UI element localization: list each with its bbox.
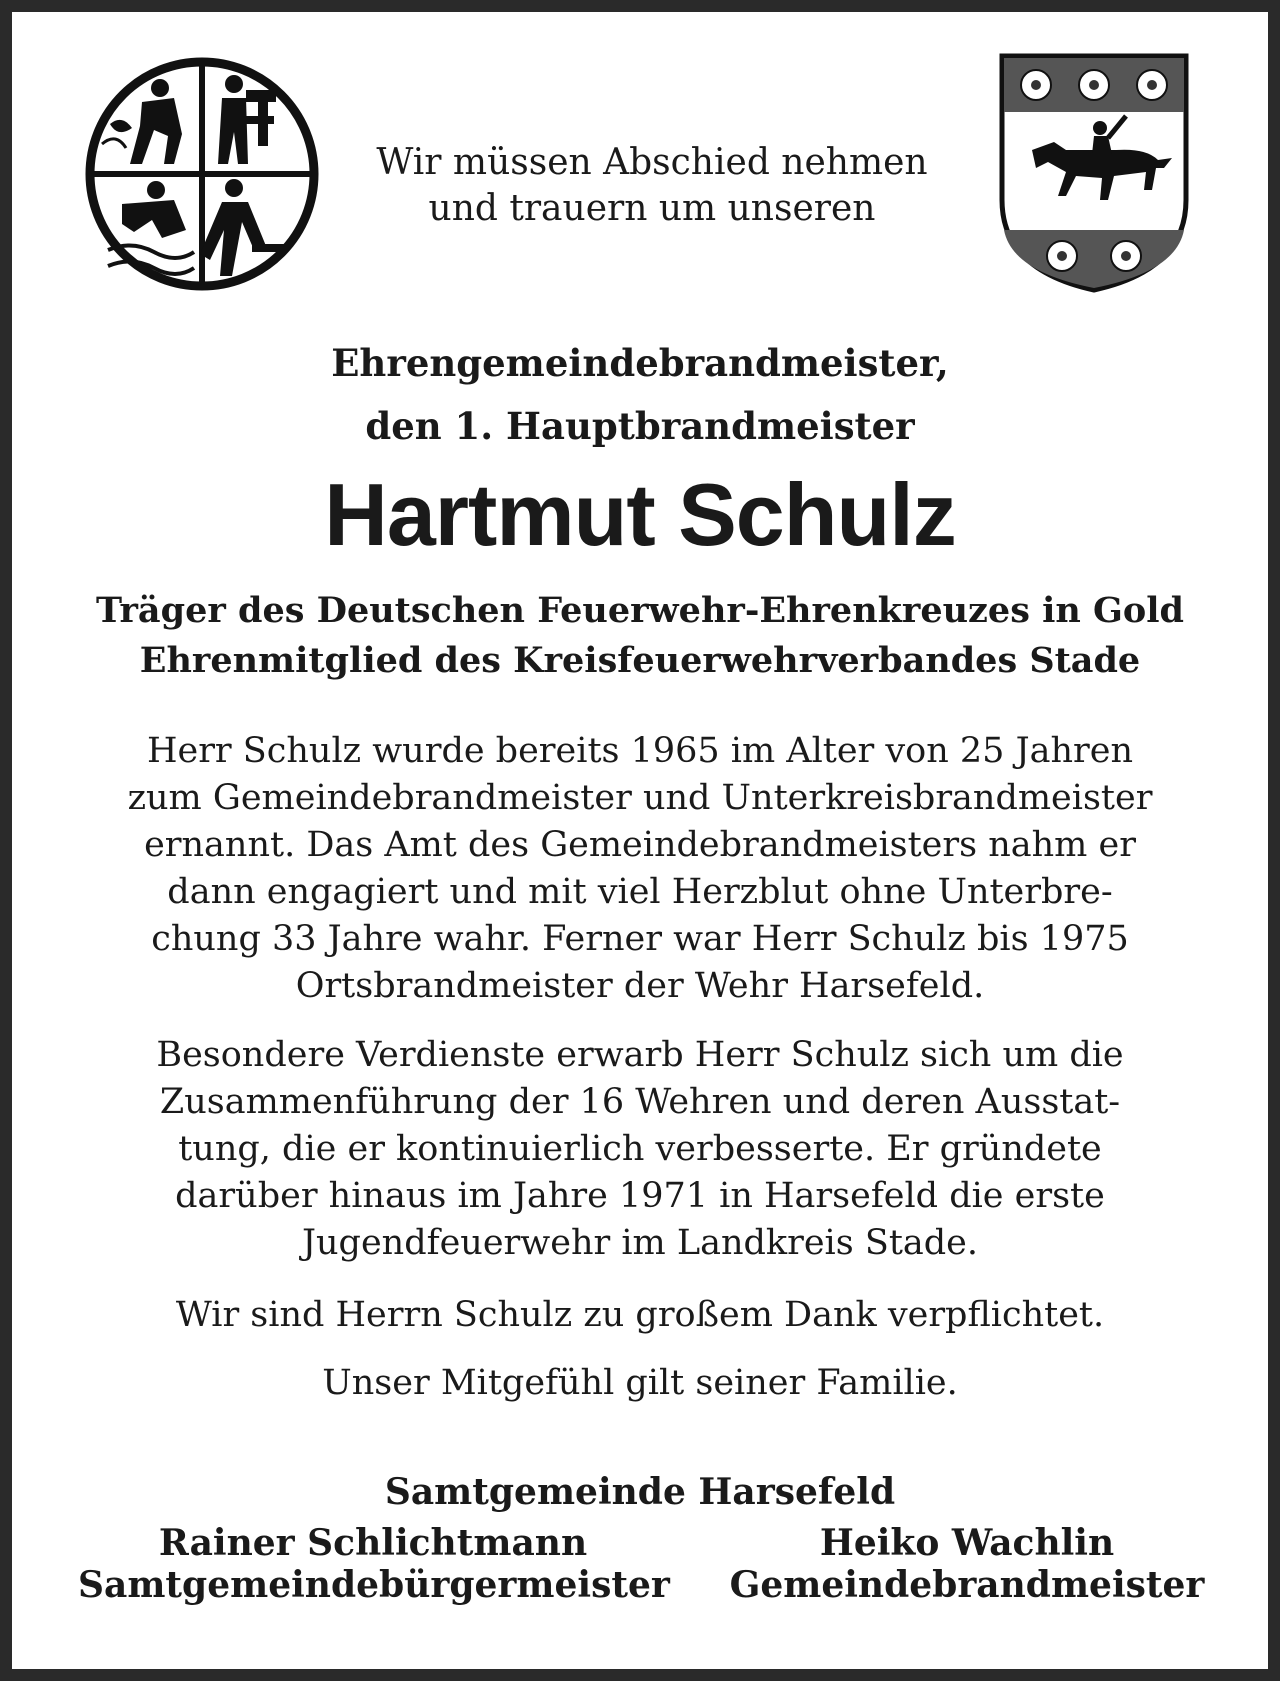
honor-line: Ehrenmitglied des Kreisfeuerwehrverbandes Stade — [139, 640, 1141, 681]
obituary-notice — [12, 12, 1268, 1669]
intro-line: Wir müssen Abschied nehmen — [376, 142, 928, 183]
fire-brigade-emblem-icon — [82, 54, 322, 294]
text-line: Herr Schulz wurde bereits 1965 im Alter von 25 Jahren — [146, 731, 1134, 771]
signatory-name: Rainer Schlichtmann — [158, 1522, 588, 1564]
honors — [12, 586, 1268, 686]
signatory-role: Samtgemeindebürgermeister — [78, 1564, 670, 1606]
paragraph-thanks: Wir sind Herrn Schulz zu großem Dank verpflichtet. — [175, 1295, 1105, 1335]
signatory-right — [722, 1522, 1212, 1606]
honor-line: Träger des Deutschen Feuerwehr-Ehrenkreuzes in Gold — [95, 590, 1185, 631]
organization-name: Samtgemeinde Harsefeld — [384, 1471, 896, 1513]
paragraph-career — [12, 728, 1268, 1010]
signatory-role: Gemeindebrandmeister — [729, 1564, 1205, 1606]
text-line: Jugendfeuerwehr im Landkreis Stade. — [301, 1223, 978, 1263]
text-line: chung 33 Jahre wahr. Ferner war Herr Schulz bis 1975 — [151, 919, 1129, 959]
text-line: tung, die er kontinuierlich verbesserte. Er gründete — [178, 1129, 1102, 1169]
title-line: Ehrengemeindebrandmeister, — [331, 341, 949, 385]
text-line: ernannt. Das Amt des Gemeindebrandmeisters nahm er — [144, 825, 1136, 865]
text-line: dann engagiert und mit viel Herzblut ohne Unterbre- — [167, 872, 1113, 912]
signatory-name: Heiko Wachlin — [819, 1522, 1115, 1564]
title-line: den 1. Hauptbrandmeister — [365, 404, 915, 448]
coat-of-arms-icon — [996, 50, 1192, 296]
text-line: darüber hinaus im Jahre 1971 in Harsefeld die erste — [175, 1176, 1105, 1216]
text-line: Ortsbrandmeister der Wehr Harsefeld. — [295, 966, 985, 1006]
deceased-name: Hartmut Schulz — [324, 465, 956, 564]
intro-line: und trauern um unseren — [428, 188, 876, 229]
signatory-left — [78, 1522, 668, 1606]
paragraph-sympathy: Unser Mitgefühl gilt seiner Familie. — [322, 1363, 958, 1403]
text-line: Zusammenführung der 16 Wehren und deren Ausstat- — [159, 1082, 1121, 1122]
paragraph-merits — [12, 1032, 1268, 1267]
intro-text — [322, 140, 982, 232]
text-line: zum Gemeindebrandmeister und Unterkreisbrandmeister — [127, 778, 1153, 818]
text-line: Besondere Verdienste erwarb Herr Schulz sich um die — [156, 1035, 1124, 1075]
